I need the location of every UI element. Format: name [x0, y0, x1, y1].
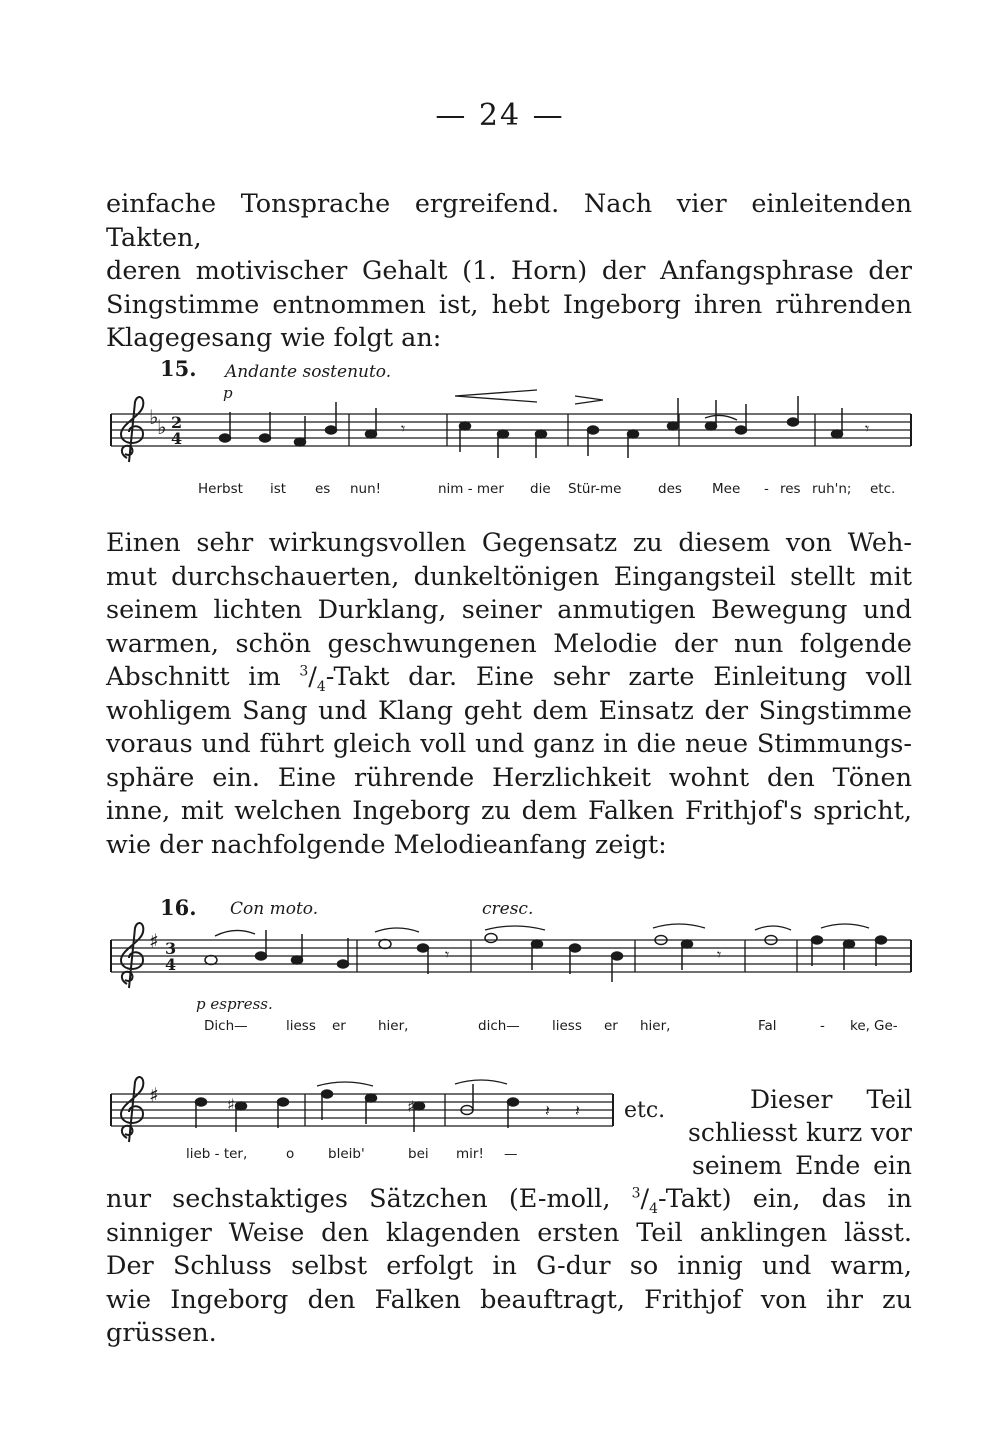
- svg-text:♭: ♭: [149, 405, 159, 429]
- text-line: Dieser Teil: [750, 1085, 912, 1114]
- example-16-staff-2: [105, 1072, 619, 1152]
- lyric-syllable: Mee: [712, 481, 741, 497]
- lyric-syllable: mir!: [456, 1146, 484, 1162]
- text-line: nur sechstaktiges Sätzchen (E-moll, $^3/_4-Takt$) ein, das in: [106, 1184, 913, 1218]
- lyric-syllable: —: [504, 1146, 518, 1162]
- text-line: Singstimme entnommen ist, hebt Ingeborg ihren rührenden: [106, 289, 912, 320]
- text-line: mut durchschauerten, dunkeltönigen Eingangsteil stellt mit: [106, 561, 912, 592]
- lyric-syllable: res: [780, 481, 801, 497]
- lyric-syllable: er: [332, 1018, 346, 1034]
- text-line: wohligem Sang und Klang geht dem Einsatz der Singstimme: [106, 695, 912, 726]
- paragraph-1: [106, 188, 912, 356]
- lyric-syllable: nim - mer: [438, 481, 504, 497]
- lyric-syllable: die: [530, 481, 551, 497]
- text-line: seinem Ende ein: [692, 1151, 912, 1180]
- svg-text:4: 4: [171, 429, 183, 448]
- lyric-syllable: ruh'n;: [812, 481, 852, 497]
- svg-text:𝄾: 𝄾: [717, 945, 722, 964]
- text-line: sphäre ein. Eine rührende Herzlichkeit wohnt den Tönen: [106, 762, 912, 793]
- text-line: einfache Tonsprache ergreifend. Nach vier einleitenden Takten,: [106, 189, 912, 253]
- text-line: voraus und führt gleich voll und ganz in die neue Stimmungs-: [106, 729, 912, 759]
- svg-text:𝄽: 𝄽: [575, 1101, 580, 1120]
- page-number: — 24 —: [435, 98, 565, 133]
- lyric-syllable: Stür-me: [568, 481, 622, 497]
- text-line: Abschnitt im $^3/_4$-Takt dar. Eine sehr zarte Einleitung voll: [106, 662, 912, 696]
- svg-text:𝄽: 𝄽: [545, 1101, 550, 1120]
- lyric-syllable: ke,: [850, 1018, 870, 1034]
- svg-text:♭: ♭: [157, 415, 167, 439]
- lyric-syllable: Herbst: [198, 481, 243, 497]
- lyric-syllable: liess: [286, 1018, 316, 1034]
- text-line: warmen, schön geschwungenen Melodie der nun folgende: [106, 628, 912, 659]
- svg-text:𝄾: 𝄾: [865, 419, 870, 438]
- text-line: inne, mit welchen Ingeborg zu dem Falken Frithjof's spricht,: [106, 796, 912, 826]
- lyric-syllable: lieb - ter,: [186, 1146, 248, 1162]
- paragraph-3: [106, 1183, 912, 1351]
- text-line: Klagegesang wie folgt an:: [106, 323, 442, 353]
- example-16-staff-1: [105, 918, 917, 998]
- lyric-syllable: hier,: [378, 1018, 409, 1034]
- svg-text:♯: ♯: [149, 1083, 159, 1107]
- lyric-syllable: bleib': [328, 1146, 365, 1162]
- text-line: grüssen.: [106, 1318, 217, 1348]
- lyric-syllable: -: [764, 481, 769, 497]
- text-line: Der Schluss selbst erfolgt in G-dur so innig und warm,: [106, 1251, 912, 1281]
- lyric-syllable: liess: [552, 1018, 582, 1034]
- lyric-syllable: es: [315, 481, 331, 497]
- text-line: wie Ingeborg den Falken beauftragt, Frithjof von ihr zu: [106, 1284, 912, 1315]
- svg-text:4: 4: [165, 955, 177, 974]
- svg-text:♯: ♯: [149, 929, 159, 953]
- text-line: schliesst kurz vor: [688, 1118, 912, 1147]
- lyric-syllable: Fal: [758, 1018, 777, 1034]
- lyric-syllable: hier,: [640, 1018, 671, 1034]
- lyric-syllable: etc.: [870, 481, 896, 497]
- example-15-number: 15.: [160, 356, 197, 381]
- example-16-tempo: Con moto.: [230, 899, 319, 919]
- svg-text:♯: ♯: [227, 1095, 235, 1114]
- text-line: Einen sehr wirkungsvollen Gegensatz zu diesem von Weh-: [106, 528, 912, 558]
- lyric-syllable: ist: [270, 481, 287, 497]
- example-16-cresc: cresc.: [482, 899, 534, 919]
- svg-text:3: 3: [165, 939, 177, 958]
- svg-text:2: 2: [171, 413, 183, 432]
- lyric-syllable: o: [286, 1146, 295, 1162]
- svg-text:𝄾: 𝄾: [401, 419, 406, 438]
- text-line: seinem lichten Durklang, seiner anmutigen Bewegung und: [106, 595, 912, 625]
- text-line: wie der nachfolgende Melodieanfang zeigt:: [106, 829, 667, 860]
- example-15-tempo: Andante sostenuto.: [225, 362, 392, 382]
- example-15-staff: [105, 388, 917, 478]
- lyric-syllable: Dich—: [204, 1018, 248, 1034]
- lyric-syllable: bei: [408, 1146, 429, 1162]
- example-16-expression: p espress.: [196, 995, 273, 1013]
- text-line: sinniger Weise den klagenden ersten Teil anklingen lässt.: [106, 1217, 912, 1248]
- example-16-etc: etc.: [624, 1098, 666, 1123]
- lyric-syllable: Ge-: [874, 1018, 898, 1034]
- lyric-syllable: des: [658, 481, 682, 497]
- svg-text:𝄾: 𝄾: [445, 945, 450, 964]
- paragraph-2: [106, 527, 912, 862]
- example-16-number: 16.: [160, 895, 197, 920]
- svg-text:♯: ♯: [407, 1097, 415, 1116]
- text-line: deren motivischer Gehalt (1. Horn) der Anfangsphrase der: [106, 256, 912, 286]
- lyric-syllable: -: [820, 1018, 825, 1034]
- lyric-syllable: dich—: [478, 1018, 520, 1034]
- example-15-dynamic: p: [223, 384, 233, 402]
- lyric-syllable: nun!: [350, 481, 382, 497]
- lyric-syllable: er: [604, 1018, 618, 1034]
